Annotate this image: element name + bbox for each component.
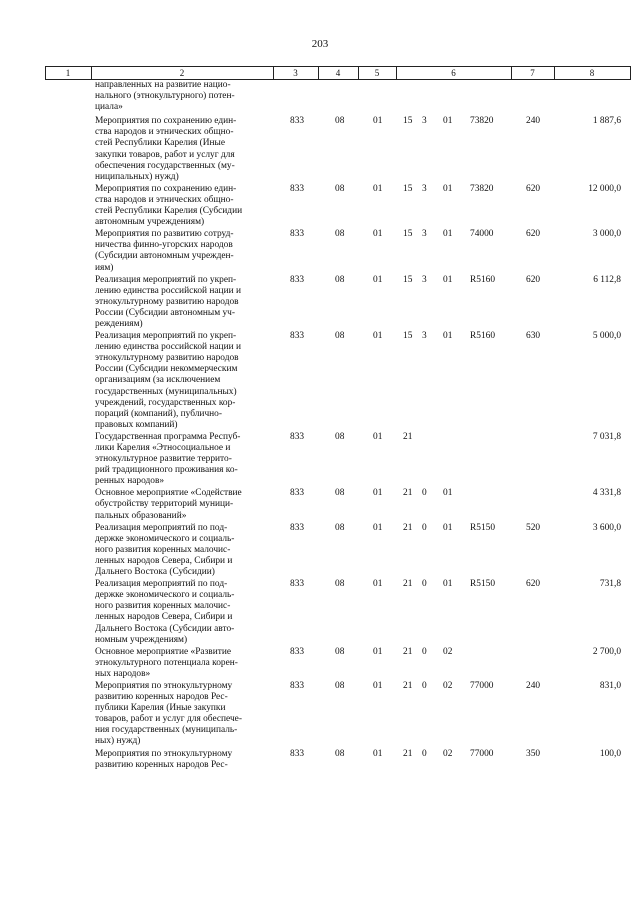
page-number: 203 [311, 38, 329, 50]
subprogram-code: 0 [422, 748, 427, 759]
section-code: 08 [335, 646, 345, 657]
section-code: 08 [335, 522, 345, 533]
table-body [45, 80, 631, 771]
direction-code: 77000 [470, 748, 494, 759]
ministry-code: 833 [290, 274, 305, 285]
subsection-code: 01 [373, 488, 383, 499]
program-code: 15 [403, 183, 413, 194]
amount: 12 000,0 [588, 183, 621, 194]
subsection-code: 01 [373, 680, 383, 691]
ministry-code: 833 [290, 748, 305, 759]
row-description: Мероприятия по развитию сотруд- ничества финно-угорских народов (Субсидии автономным учрежден- иям) [95, 229, 234, 273]
amount: 2 700,0 [592, 646, 621, 657]
subprogram-code: 0 [422, 680, 427, 691]
column-divider [630, 67, 631, 79]
amount: 7 031,8 [592, 431, 621, 442]
column-header-4: 4 [335, 68, 341, 78]
ministry-code: 833 [290, 331, 305, 342]
activity-code: 01 [443, 522, 453, 533]
ministry-code: 833 [290, 116, 305, 127]
program-code: 15 [403, 116, 413, 127]
expense-type-code: 620 [526, 229, 541, 240]
ministry-code: 833 [290, 183, 305, 194]
expense-type-code: 630 [526, 331, 541, 342]
amount: 3 000,0 [592, 229, 621, 240]
subprogram-code: 3 [422, 274, 427, 285]
section-code: 08 [335, 431, 345, 442]
expense-type-code: 620 [526, 183, 541, 194]
program-code: 21 [403, 488, 413, 499]
subsection-code: 01 [373, 431, 383, 442]
activity-code: 01 [443, 274, 453, 285]
table-row [45, 488, 631, 521]
program-code: 15 [403, 331, 413, 342]
amount: 4 331,8 [592, 488, 621, 499]
program-code: 21 [403, 748, 413, 759]
expense-type-code: 350 [526, 748, 541, 759]
program-code: 21 [403, 579, 413, 590]
subprogram-code: 3 [422, 229, 427, 240]
ministry-code: 833 [290, 522, 305, 533]
section-code: 08 [335, 331, 345, 342]
activity-code: 01 [443, 579, 453, 590]
activity-code: 02 [443, 680, 453, 691]
program-code: 21 [403, 431, 413, 442]
subprogram-code: 0 [422, 646, 427, 657]
ministry-code: 833 [290, 431, 305, 442]
activity-code: 01 [443, 229, 453, 240]
row-description: Государственная программа Респуб- лики Карелия «Этносоциальное и этнокультурное развитие террито- рий традиционного проживания ко- ренных народов» [95, 431, 241, 487]
direction-code: R5150 [470, 579, 496, 590]
section-code: 08 [335, 116, 345, 127]
column-header-3: 3 [293, 68, 298, 78]
section-code: 08 [335, 748, 345, 759]
row-description: Реализация мероприятий по под- держке экономического и социаль- ного развития коренных малочис- ленных народов Севера, Сибири и Дальнего Востока (Субсидии авто- номным учреждениям) [95, 579, 235, 645]
direction-code: R5150 [470, 522, 496, 533]
table-row [45, 749, 631, 771]
subprogram-code: 3 [422, 183, 427, 194]
subsection-code: 01 [373, 116, 383, 127]
direction-code: R5160 [470, 274, 496, 285]
subsection-code: 01 [373, 229, 383, 240]
row-description: Реализация мероприятий по укреп- лению единства российской нации и этнокультурному развитию народов России (Субсидии некоммерческим организациям (за исключением государственных (муниципальных) учреждений, государственных кор- пораций (компаний), публично- правовых компаний) [95, 331, 241, 430]
activity-code: 01 [443, 331, 453, 342]
column-header-5: 5 [374, 68, 380, 78]
row-description: Реализация мероприятий по укреп- лению единства российской нации и этнокультурному развитию народов России (Субсидии автономным уч- реждениям) [95, 274, 241, 329]
ministry-code: 833 [290, 680, 305, 691]
amount: 3 600,0 [592, 522, 621, 533]
subprogram-code: 0 [422, 522, 427, 533]
direction-code: R5160 [470, 331, 496, 342]
table-row [45, 80, 631, 113]
row-description: Основное мероприятие «Содействие обустройству территорий муници- пальных образований» [95, 488, 242, 521]
subsection-code: 01 [373, 331, 383, 342]
activity-code: 01 [443, 116, 453, 127]
amount: 100,0 [599, 748, 621, 759]
column-header-1: 1 [65, 68, 71, 78]
direction-code: 73820 [470, 116, 494, 127]
table-row [45, 681, 631, 748]
table-row [45, 331, 631, 431]
table-row [45, 432, 631, 487]
section-code: 08 [335, 183, 345, 194]
program-code: 21 [403, 680, 413, 691]
table-row [45, 184, 631, 228]
amount: 1 887,6 [592, 116, 621, 127]
subsection-code: 01 [373, 522, 383, 533]
activity-code: 02 [443, 748, 453, 759]
expense-type-code: 240 [526, 680, 541, 691]
amount: 731,8 [599, 579, 621, 590]
ministry-code: 833 [290, 646, 305, 657]
row-description: Мероприятия по этнокультурному развитию коренных народов Рес- [95, 748, 233, 770]
table-row [45, 647, 631, 680]
table-row [45, 579, 631, 646]
subprogram-code: 3 [422, 331, 427, 342]
expense-type-code: 520 [526, 522, 541, 533]
column-header-8: 8 [589, 68, 595, 78]
subprogram-code: 0 [422, 579, 427, 590]
table-row [45, 116, 631, 183]
table-header-row [45, 66, 631, 80]
table-row [45, 523, 631, 578]
subprogram-code: 3 [422, 116, 427, 127]
amount: 831,0 [599, 680, 621, 691]
expense-type-code: 620 [526, 274, 541, 285]
subsection-code: 01 [373, 183, 383, 194]
subsection-code: 01 [373, 579, 383, 590]
row-description: Реализация мероприятий по под- держке экономического и социаль- ного развития коренных малочис- ленных народов Севера, Сибири и Дальнего Востока (Субсидии) [95, 522, 235, 578]
row-description: Мероприятия по сохранению един- ства народов и этнических общно- стей Республики Карелия (Субсидии автономным учреждениям) [95, 183, 243, 228]
table-row [45, 275, 631, 330]
activity-code: 01 [443, 488, 453, 499]
table-row [45, 229, 631, 273]
subsection-code: 01 [373, 274, 383, 285]
section-code: 08 [335, 229, 345, 240]
amount: 5 000,0 [592, 331, 621, 342]
row-description: Мероприятия по сохранению един- ства народов и этнических общно- стей Республики Карелия (Иные закупки товаров, работ и услуг для обеспечения государственных (му- ниципальных) нужд) [95, 116, 237, 182]
section-code: 08 [335, 488, 345, 499]
column-header-2: 2 [179, 68, 185, 78]
expense-type-code: 240 [526, 116, 541, 127]
direction-code: 77000 [470, 680, 494, 691]
subsection-code: 01 [373, 748, 383, 759]
row-description: Мероприятия по этнокультурному развитию коренных народов Рес- публики Карелия (Иные закупки товаров, работ и услуг для обеспече- ния государственных (муниципаль- ных) нужд) [95, 680, 242, 747]
ministry-code: 833 [290, 579, 305, 590]
program-code: 21 [403, 646, 413, 657]
section-code: 08 [335, 579, 345, 590]
program-code: 15 [403, 229, 413, 240]
ministry-code: 833 [290, 488, 305, 499]
amount: 6 112,8 [593, 274, 621, 285]
row-description: Основное мероприятие «Развитие этнокультурного потенциала корен- ных народов» [95, 646, 238, 679]
column-header-7: 7 [530, 68, 535, 78]
activity-code: 02 [443, 646, 453, 657]
ministry-code: 833 [290, 229, 305, 240]
column-header-6: 6 [451, 68, 456, 78]
row-description: направленных на развитие нацио- нального (этнокультурного) потен- циала» [95, 80, 235, 113]
direction-code: 73820 [470, 183, 494, 194]
activity-code: 01 [443, 183, 453, 194]
program-code: 15 [403, 274, 413, 285]
subsection-code: 01 [373, 646, 383, 657]
budget-table [45, 66, 631, 771]
subprogram-code: 0 [422, 488, 427, 499]
direction-code: 74000 [470, 229, 494, 240]
section-code: 08 [335, 680, 345, 691]
expense-type-code: 620 [526, 579, 541, 590]
section-code: 08 [335, 274, 345, 285]
program-code: 21 [403, 522, 413, 533]
